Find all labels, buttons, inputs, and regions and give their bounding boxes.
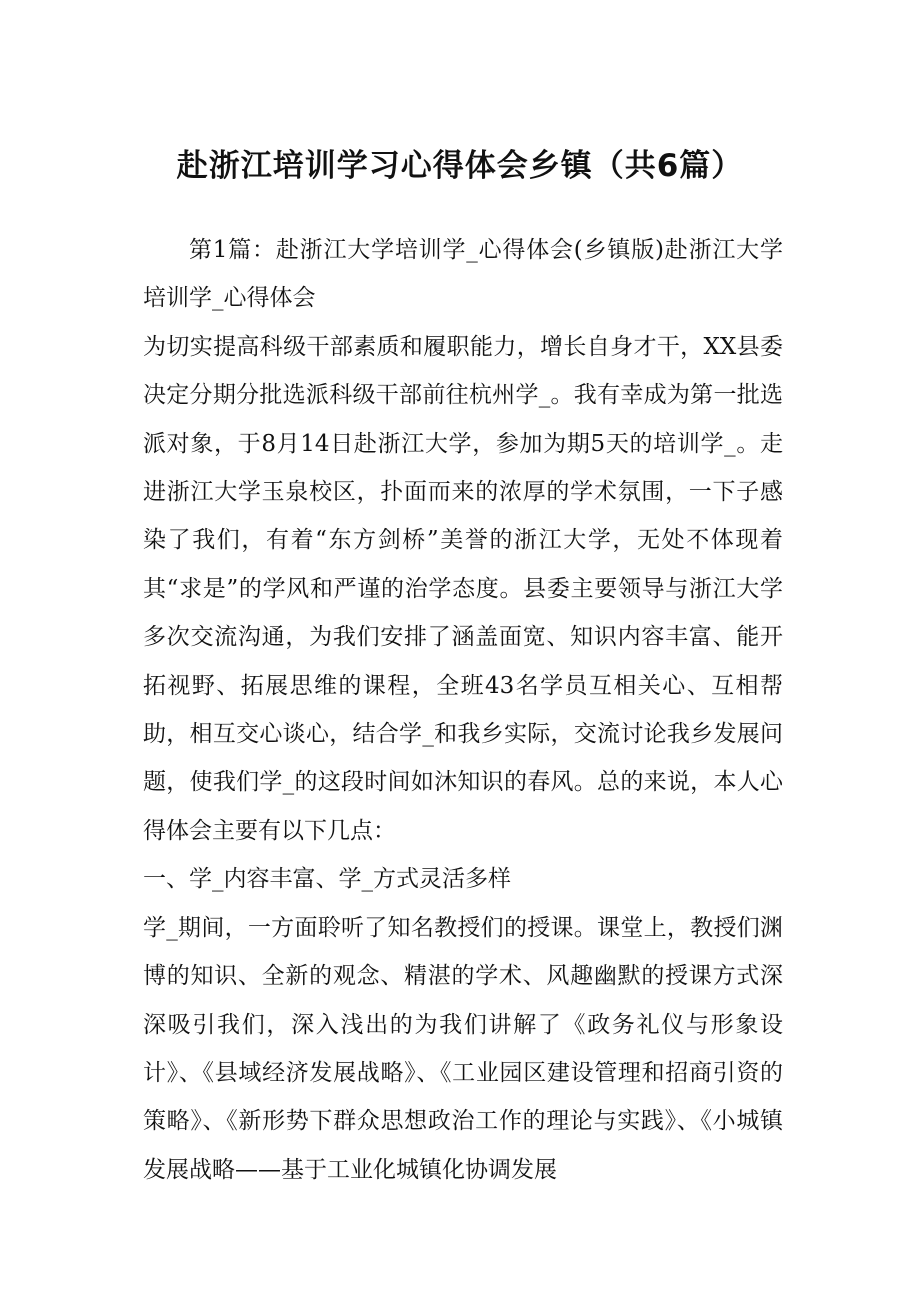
body-paragraph-intro: 为切实提高科级干部素质和履职能力，增长自身才干，XX县委决定分期分批选派科级干部前往杭州学_。我有幸成为第一批选派对象，于8月14日赴浙江大学，参加为期5天的培训学_。走进浙江大学玉泉校区，扑面而来的浓厚的学术氛围，一下子感染了我们，有着“东方剑桥”美誉的浙江大学，无处不体现着其“求是”的学风和严谨的治学态度。县委主要领导与浙江大学多次交流沟通，为我们安排了涵盖面宽、知识内容丰富、能开拓视野、拓展思维的课程，全班43名学员互相关心、互相帮助，相互交心谈心，结合学_和我乡实际，交流讨论我乡发展问题，使我们学_的这段时间如沐知识的春风。总的来说，本人心得体会主要有以下几点： [143, 333, 783, 844]
body-paragraph-study: 学_期间，一方面聆听了知名教授们的授课。课堂上，教授们渊博的知识、全新的观念、精湛的学术、风趣幽默的授课方式深深吸引我们，深入浅出的为我们讲解了《政务礼仪与形象设计》、《县域经济发展战略》、《工业园区建设管理和招商引资的策略》、《新形势下群众思想政治工作的理论与实践》、《小城镇发展战略——基于工业化城镇化协调发展 [143, 914, 783, 1183]
document-title: 赴浙江培训学习心得体会乡镇（共6篇） [176, 148, 744, 184]
document-body [143, 226, 783, 1194]
section-heading-1: 一、学_内容丰富、学_方式灵活多样 [143, 866, 511, 893]
section-heading-part-1: 第1篇：赴浙江大学培训学_心得体会(乡镇版)赴浙江大学培训学_心得体会 [143, 237, 783, 312]
